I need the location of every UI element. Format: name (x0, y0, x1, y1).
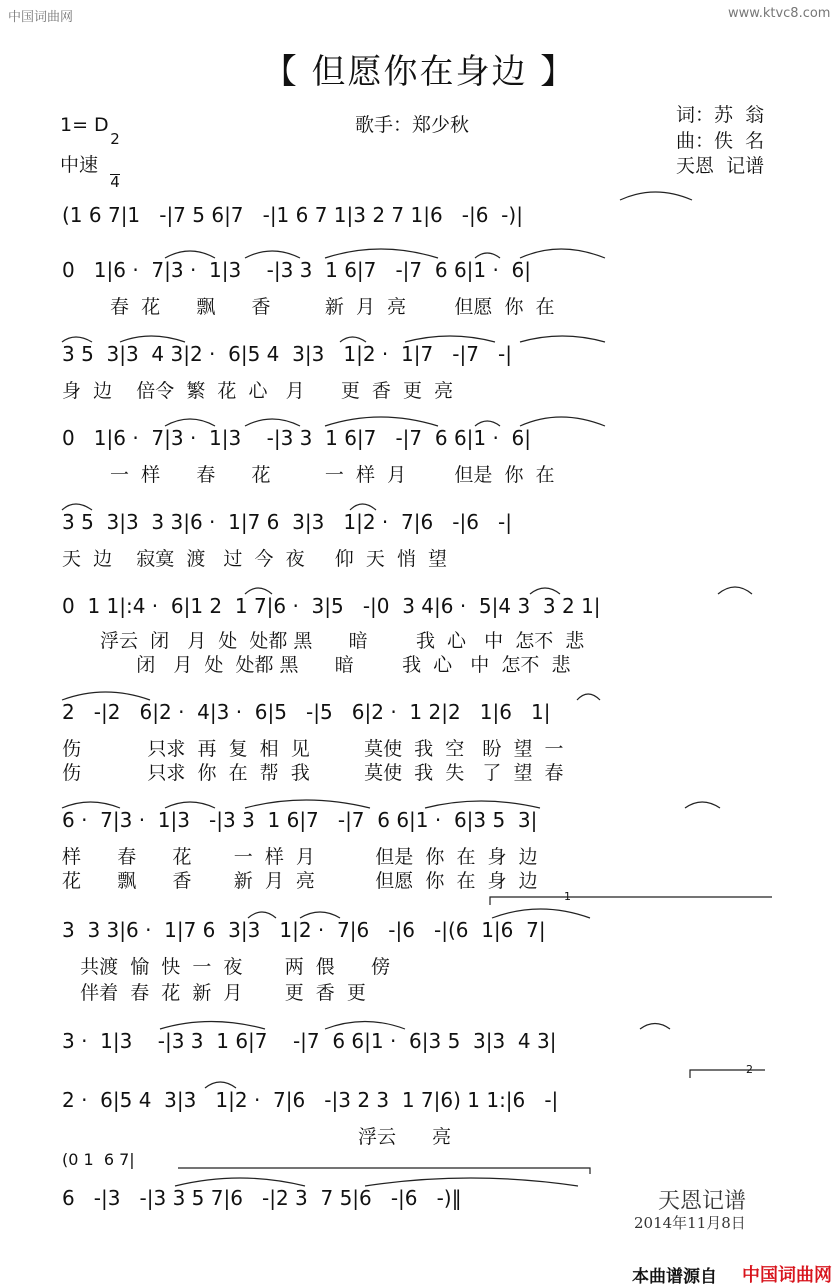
singer-credit: 歌手：郑少秋 (355, 114, 470, 136)
lyrics-system-3: 身 边 倍令 繁 花 心 月 更 香 更 亮 (62, 380, 454, 402)
song-title: 【 但愿你在身边 】 (262, 52, 577, 92)
lyrics-system-9-verse-1: 共渡 愉 快 一 夜 两 偎 傍 (62, 956, 391, 978)
tie-arc (62, 692, 150, 700)
signature-date: 2014年11月8日 (634, 1214, 746, 1232)
notation-system-12: (0 1 6 7| (62, 1150, 135, 1169)
time-signature-bottom: 4 (110, 173, 120, 191)
notation-system-1: (1 6 7|1 -|7 5 6|7 -|1 6 7 1|3 2 7 1|6 -|6 -)| (62, 203, 523, 227)
tie-arc (160, 1022, 265, 1030)
tempo-marking: 中速 (60, 154, 99, 176)
key-signature: 1= D (60, 114, 109, 136)
volta-2-bracket (690, 1070, 765, 1078)
notation-system-3: 3 5 3|3 4 3|2 · 6|5 4 3|3 1|2 · 1|7 -|7 -| (62, 342, 512, 366)
tie-arc (165, 419, 215, 426)
volta-1-bracket (490, 897, 772, 905)
volta-1-label: 1 (564, 890, 571, 903)
lyrics-system-8-verse-1: 样 春 花 一 样 月 但是 你 在 身 边 (62, 846, 538, 868)
tie-arc (365, 1178, 578, 1186)
lyrics-system-7-verse-2: 伤 只求 你 在 帮 我 莫使 我 失 了 望 春 (62, 762, 564, 784)
watermark-site-left: 中国词曲网 (8, 10, 74, 25)
lyricist-credit: 词：苏 翁 (676, 104, 765, 126)
notation-system-8: 6 · 7|3 · 1|3 -|3 3 1 6|7 -|7 6 6|1 · 6|3 5 3| (62, 808, 538, 832)
tie-arc (325, 249, 438, 258)
signature-script: 天恩记谱 (658, 1189, 747, 1214)
tie-arc (245, 800, 370, 808)
lyrics-system-4: 一 样 春 花 一 样 月 但是 你 在 (110, 464, 555, 486)
notation-system-4: 0 1|6 · 7|3 · 1|3 -|3 3 1 6|7 -|7 6 6|1 · 6| (62, 426, 532, 450)
tie-arc (718, 587, 752, 594)
lyrics-system-6-verse-2: 闭 月 处 处都 黑 暗 我 心 中 怎不 悲 (100, 654, 571, 676)
notation-system-2: 0 1|6 · 7|3 · 1|3 -|3 3 1 6|7 -|7 6 6|1 · 6| (62, 258, 532, 282)
notation-system-10: 3 · 1|3 -|3 3 1 6|7 -|7 6 6|1 · 6|3 5 3|3 4 3| (62, 1029, 557, 1053)
notation-system-13: 6 -|3 -|3 3 5 7|6 -|2 3 7 5|6 -|6 -)‖ (62, 1186, 462, 1210)
tie-arc (325, 417, 438, 426)
lyrics-system-7-verse-1: 伤 只求 再 复 相 见 莫使 我 空 盼 望 一 (62, 738, 564, 760)
transcriber-credit: 天恩 记谱 (676, 155, 765, 177)
time-signature (110, 104, 120, 203)
footer-site-link[interactable]: 中国词曲网 (742, 1265, 832, 1286)
composer-credit: 曲：佚 名 (676, 130, 765, 152)
time-signature-top: 2 (110, 130, 120, 148)
tie-arc (577, 694, 600, 700)
notation-system-6: 0 1 1|:4 · 6|1 2 1 7|6 · 3|5 -|0 3 4|6 · 5|4 3 3 2 1| (62, 594, 601, 618)
notation-system-5: 3 5 3|3 3 3|6 · 1|7 6 3|3 1|2 · 7|6 -|6 -| (62, 510, 512, 534)
tie-arc (175, 1178, 305, 1186)
tie-arc (245, 419, 300, 426)
notation-system-9: 3 3 3|6 · 1|7 6 3|3 1|2 · 7|6 -|6 -|(6 1|6 7| (62, 918, 546, 942)
volta-2-label: 2 (746, 1063, 753, 1076)
tie-arc (520, 249, 605, 258)
tie-arc (520, 336, 605, 342)
tie-arc (620, 192, 692, 200)
tie-arc (425, 801, 540, 808)
lyrics-system-5: 天 边 寂寞 渡 过 今 夜 仰 天 悄 望 (62, 548, 448, 570)
watermark-site-right: www.ktvc8.com (728, 6, 831, 21)
notation-system-11: 2 · 6|5 4 3|3 1|2 · 7|6 -|3 2 3 1 7|6) 1 1:|6 -| (62, 1088, 559, 1112)
notation-system-7: 2 -|2 6|2 · 4|3 · 6|5 -|5 6|2 · 1 2|2 1|6 1| (62, 700, 551, 724)
tie-arc (685, 802, 720, 808)
tie-arc (165, 251, 215, 258)
tie-arc (492, 909, 590, 918)
lyrics-system-11: 浮云 亮 (62, 1126, 452, 1148)
footer-source-label: 本曲谱源自 (632, 1267, 717, 1287)
lyrics-system-9-verse-2: 伴着 春 花 新 月 更 香 更 (62, 982, 366, 1004)
tie-arc (325, 1022, 405, 1030)
tie-arc (245, 251, 300, 258)
lyrics-system-2: 春 花 飘 香 新 月 亮 但愿 你 在 (110, 296, 555, 318)
tie-arc (640, 1024, 670, 1030)
tie-arc (520, 417, 605, 426)
lyrics-system-8-verse-2: 花 飘 香 新 月 亮 但愿 你 在 身 边 (62, 870, 538, 892)
coda-line (178, 1168, 590, 1174)
lyrics-system-6-verse-1: 浮云 闭 月 处 处都 黑 暗 我 心 中 怎不 悲 (100, 630, 585, 652)
